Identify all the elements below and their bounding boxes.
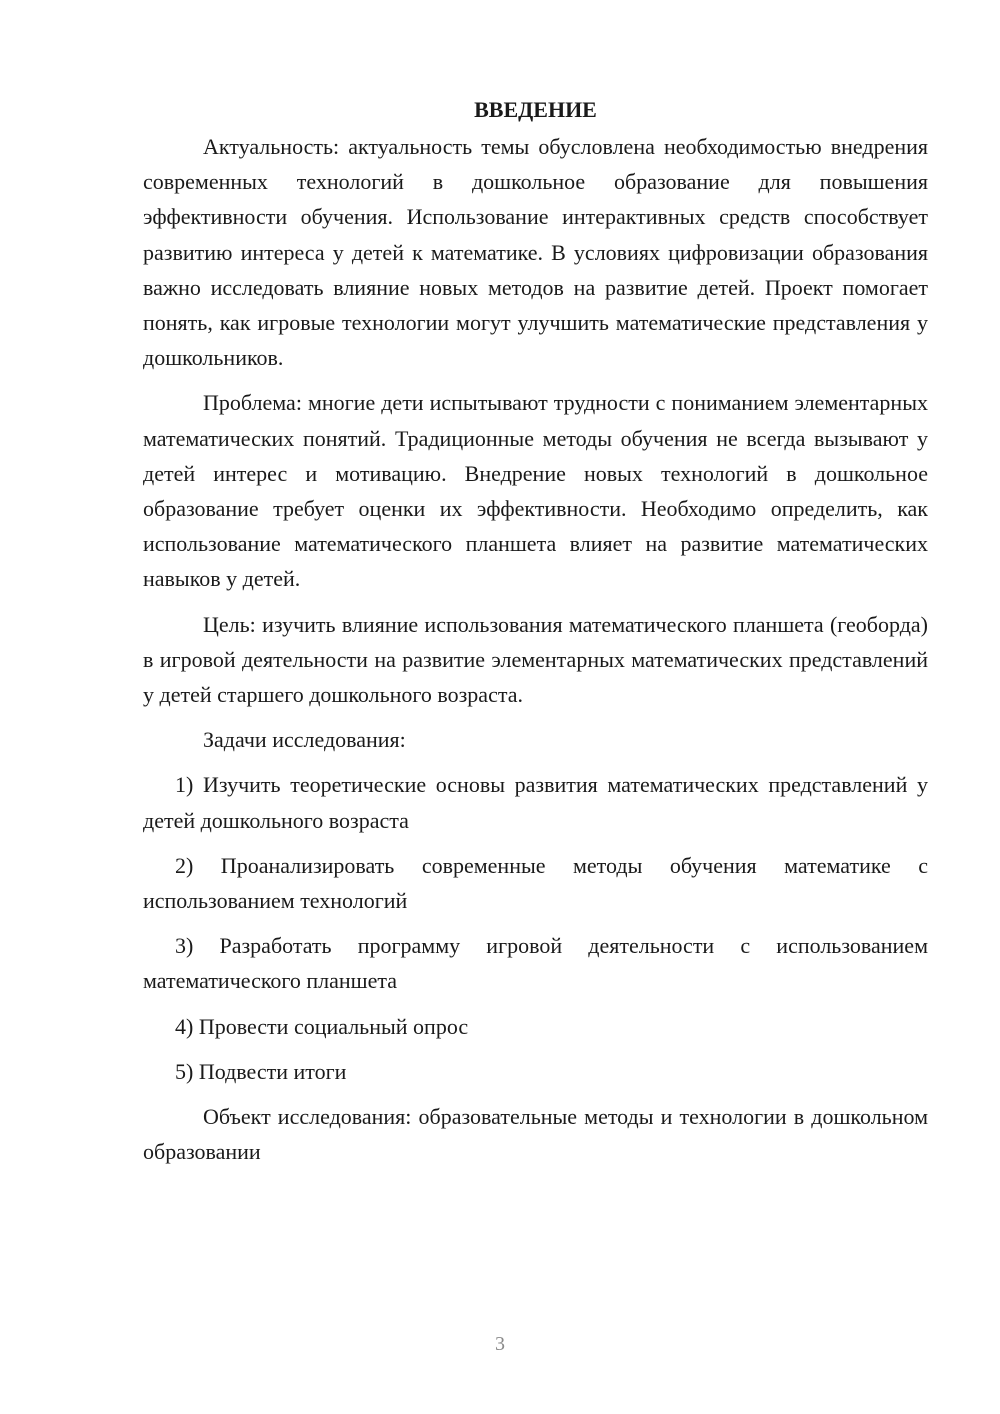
task-item: 1) Изучить теоретические основы развития математических представлений у детей дошкольного возраста: [143, 772, 928, 833]
section-heading: ВВЕДЕНИЕ: [474, 97, 597, 122]
object-paragraph: Объект исследования: образовательные методы и технологии в дошкольном образовании: [143, 1104, 928, 1165]
task-item: 5) Подвести итоги: [175, 1058, 347, 1084]
goal-paragraph: Цель: изучить влияние использования математического планшета (геоборда) в игровой деятельности на развитие элементарных математических представлений у детей старшего дошкольного возраста.: [143, 611, 928, 708]
relevance-paragraph: Актуальность: актуальность темы обусловлена необходимостью внедрения современных технологий в дошкольное образование для повышения эффективности обучения. Использование интерактивных средств способствует развитию интереса у детей к математике. В условиях цифровизации образования важно исследовать влияние новых методов на развитие детей. Проект помогает понять, как игровые технологии могут улучшить математические представления у дошкольников.: [143, 134, 928, 371]
task-item: 2) Проанализировать современные методы обучения математике с использованием технологий: [143, 852, 928, 914]
task-item: 3) Разработать программу игровой деятельности с использованием математического планшета: [143, 933, 928, 994]
page-content: [143, 92, 928, 1179]
problem-paragraph: Проблема: многие дети испытывают трудности с пониманием элементарных математических понятий. Традиционные методы обучения не всегда вызывают у детей интерес и мотивацию. Внедрение новых технологий в дошкольное образование требует оценки их эффективности. Необходимо определить, как использование математического планшета влияет на развитие математических навыков у детей.: [143, 390, 928, 592]
task-item: 4) Провести социальный опрос: [175, 1013, 469, 1039]
page-number: 3: [495, 1333, 505, 1355]
tasks-title: Задачи исследования:: [203, 727, 406, 753]
